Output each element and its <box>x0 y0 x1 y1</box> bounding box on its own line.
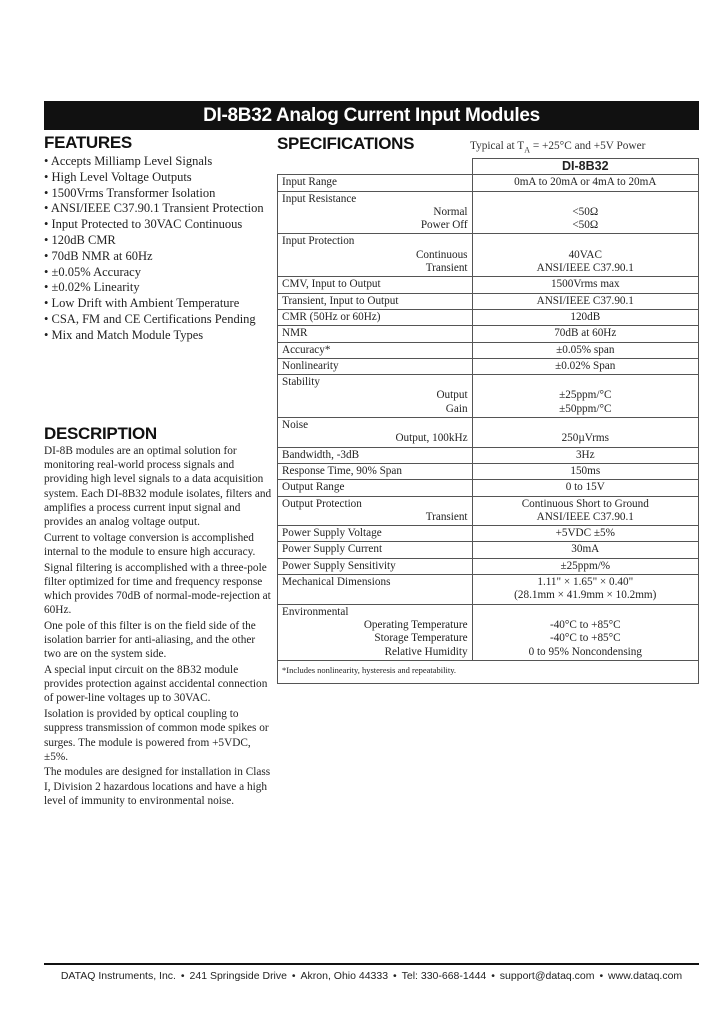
footer-tel: Tel: 330-668-1444 <box>401 970 487 982</box>
feature-item: • 1500Vrms Transformer Isolation <box>44 185 216 200</box>
footer-company: DATAQ Instruments, Inc. <box>60 970 176 982</box>
feature-item: • Mix and Match Module Types <box>44 327 204 342</box>
feature-item: • Low Drift with Ambient Temperature <box>44 296 240 311</box>
footer-email[interactable]: support@dataq.com <box>499 970 595 982</box>
feature-item: • High Level Voltage Outputs <box>44 169 192 184</box>
spec-row: Nonlinearity ±0.02% Span <box>278 358 699 374</box>
spec-header-row <box>278 159 699 175</box>
spec-row: CMV, Input to Output 1500Vrms max <box>278 277 699 293</box>
feature-item: • 120dB CMR <box>44 232 116 247</box>
spec-row: Response Time, 90% Span 150ms <box>278 463 699 479</box>
spec-row: Bandwidth, -3dB 3Hz <box>278 447 699 463</box>
feature-item: • CSA, FM and CE Certifications Pending <box>44 311 256 326</box>
description-paragraph: Isolation is provided by optical coupling to suppress transmission of common mode spikes or surges. The module is powered from +5VDC, ±5%. <box>44 708 269 763</box>
spec-row: Power Supply Current 30mA <box>278 542 699 558</box>
footer-web[interactable]: www.dataq.com <box>608 970 683 982</box>
features-heading: FEATURES <box>44 133 132 152</box>
spec-row: Accuracy* ±0.05% span <box>278 342 699 358</box>
spec-row: Transient, Input to Output ANSI/IEEE C37.90.1 <box>278 293 699 309</box>
spec-row: Power Supply Voltage +5VDC ±5% <box>278 526 699 542</box>
spec-row: Noise Output, 100kHz 250µVrms <box>278 418 699 448</box>
description-paragraph: Signal filtering is accomplished with a three-pole filter optimized for time and frequency response which provides 70dB of normal-mode-rejection at 60Hz. <box>44 561 271 617</box>
spec-footnote-row <box>278 660 699 683</box>
feature-item: • ±0.02% Linearity <box>44 280 140 295</box>
spec-row: NMR 70dB at 60Hz <box>278 326 699 342</box>
feature-item: • 70dB NMR at 60Hz <box>44 248 153 263</box>
description-body <box>44 444 274 810</box>
spec-row: Input Range 0mA to 20mA or 4mA to 20mA <box>278 175 699 191</box>
spec-footnote: *Includes nonlinearity, hysteresis and repeatability. <box>278 660 699 683</box>
spec-row: Environmental Operating Temperature Storage Temperature Relative Humidity -40°C to +85°C -40°C to +85°C 0 to 95% Noncondensing <box>278 604 699 660</box>
spec-row: Stability Output Gain ±25ppm/°C ±50ppm/°C <box>278 375 699 418</box>
feature-item: • ANSI/IEEE C37.90.1 Transient Protection <box>44 201 264 216</box>
spec-row: Output Protection Transient Continuous Short to Ground ANSI/IEEE C37.90.1 <box>278 496 699 526</box>
specifications-heading: SPECIFICATIONS <box>277 134 415 153</box>
description-paragraph: One pole of this filter is on the field side of the isolation barrier for anti-aliasing, and the other two are on the system side. <box>44 619 256 661</box>
spec-row: Input Resistance Normal Power Off <50Ω <50Ω <box>278 191 699 234</box>
feature-item: • ±0.05% Accuracy <box>44 264 141 279</box>
description-heading: DESCRIPTION <box>44 424 157 443</box>
page-footer: DATAQ Instruments, Inc. • 241 Springside Drive • Akron, Ohio 44333 • Tel: 330-668-1444 • support@dataq.com • www.dataq.com <box>44 963 699 987</box>
feature-item: • Accepts Milliamp Level Signals <box>44 154 213 168</box>
spec-row: Input Protection Continuous Transient 40VAC ANSI/IEEE C37.90.1 <box>278 234 699 277</box>
footer-city: Akron, Ohio 44333 <box>300 970 389 982</box>
features-list <box>44 154 269 344</box>
typical-conditions: Typical at $T_A = +25^\circ C$ and +5V Power <box>470 140 646 155</box>
feature-item: • Input Protected to 30VAC Continuous <box>44 217 243 232</box>
description-paragraph: A special input circuit on the 8B32 module provides protection against accidental connection of power-line voltages up to 30VAC. <box>44 664 268 705</box>
description-paragraph: The modules are designed for installation in Class I, Division 2 hazardous locations and have a high level of immunity to environmental noise. <box>44 766 271 807</box>
page-title: DI-8B32 Analog Current Input Modules <box>44 101 699 130</box>
spec-row: CMR (50Hz or 60Hz) 120dB <box>278 309 699 325</box>
spec-row: Power Supply Sensitivity ±25ppm/% <box>278 558 699 574</box>
column-header: DI-8B32 <box>472 159 698 175</box>
footer-address: 241 Springside Drive <box>189 970 287 982</box>
description-paragraph: DI-8B modules are an optimal solution for monitoring real-world process signals and providing high level signals to a data acquisition system. Each DI-8B32 module isolates, filters and amplifies a process current input signal and provides an analog voltage output. <box>44 445 272 529</box>
spec-row: Mechanical Dimensions 1.11" × 1.65" × 0.40" (28.1mm × 41.9mm × 10.2mm) <box>278 575 699 605</box>
description-paragraph: Current to voltage conversion is accomplished internal to the module to ensure high accuracy. <box>44 531 256 558</box>
spec-row: Output Range 0 to 15V <box>278 480 699 496</box>
specifications-table <box>277 158 699 684</box>
